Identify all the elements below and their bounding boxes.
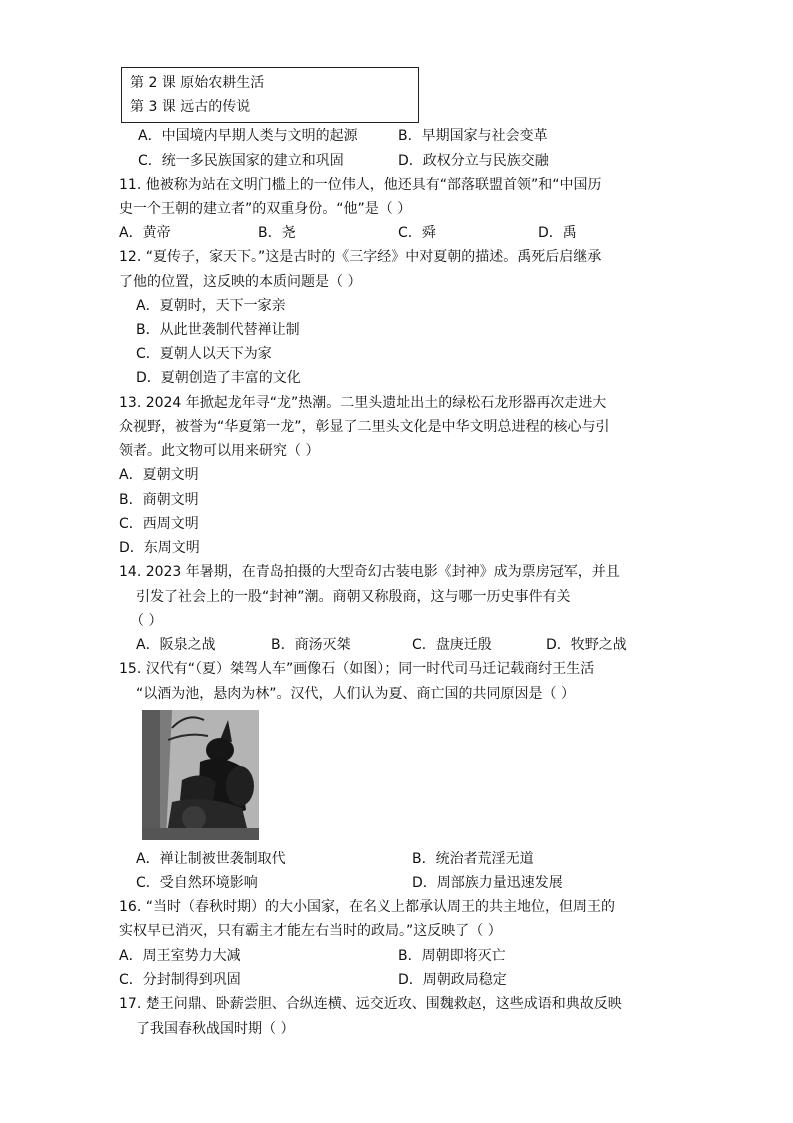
q12-option-c: C．夏朝人以天下为家 xyxy=(136,346,272,362)
lesson-box xyxy=(121,67,419,123)
q13-option-d: D．东周文明 xyxy=(119,540,200,556)
q16-option-d: D．周朝政局稳定 xyxy=(398,972,507,988)
q12-stem-line1: 12. “夏传子，家天下。”这是古时的《三字经》中对夏朝的描述。禹死后启继承 xyxy=(119,249,602,265)
q14-option-d: D．牧野之战 xyxy=(546,637,627,653)
lesson-line-2: 第 3 课 远古的传说 xyxy=(130,99,251,115)
q13-option-c: C．西周文明 xyxy=(119,516,199,532)
q14-stem-line1: 14. 2023 年暑期，在青岛拍摄的大型奇幻古装电影《封神》成为票房冠军，并且 xyxy=(119,564,620,580)
q12-option-b: B．从此世袭制代替禅让制 xyxy=(136,322,300,338)
q15-option-d: D．周部族力量迅速发展 xyxy=(412,875,563,891)
q11-option-d: D．禹 xyxy=(538,225,577,241)
q11-stem-line1: 11. 他被称为站在文明门槛上的一位伟人，他还具有“部落联盟首领”和“中国历 xyxy=(119,177,602,193)
q11-option-b: B．尧 xyxy=(258,225,296,241)
q10-option-d: D．政权分立与民族交融 xyxy=(398,153,549,169)
q17-stem-line1: 17. 楚王问鼎、卧薪尝胆、合纵连横、远交近攻、围魏救赵，这些成语和典故反映 xyxy=(119,996,622,1012)
q14-stem-line3: （ ） xyxy=(130,613,163,629)
q15-option-a: A．禅让制被世袭制取代 xyxy=(136,851,286,867)
q15-stem-line1: 15. 汉代有“（夏）桀驾人车”画像石（如图）；同一时代司马迁记载商纣王生活 xyxy=(119,661,595,677)
q11-stem-line2: 史一个王朝的建立者”的双重身份。“他”是（ ） xyxy=(119,201,412,217)
q14-stem-line2: 引发了社会上的一股“封神”潮。商朝又称殷商，这与哪一历史事件有关 xyxy=(136,589,571,605)
q13-option-b: B．商朝文明 xyxy=(119,492,199,508)
q16-option-a: A．周王室势力大减 xyxy=(119,948,241,964)
lesson-line-1: 第 2 课 原始农耕生活 xyxy=(130,75,265,91)
q15-stem-line2: “以酒为池，悬肉为林”。汉代，人们认为夏、商亡国的共同原因是（ ） xyxy=(136,686,575,702)
q14-option-c: C．盘庚迁殷 xyxy=(412,637,492,653)
q16-option-c: C．分封制得到巩固 xyxy=(119,972,241,988)
q17-stem-line2: 了我国春秋战国时期（ ） xyxy=(136,1021,295,1037)
q11-option-a: A．黄帝 xyxy=(119,225,171,241)
q12-option-a: A．夏朝时，天下一家亲 xyxy=(136,298,286,314)
q13-option-a: A．夏朝文明 xyxy=(119,467,199,483)
relief-figure-image xyxy=(142,710,259,840)
q13-stem-line2: 众视野，被誉为“华夏第一龙”，彰显了二里头文化是中华文明总进程的核心与引 xyxy=(119,419,610,435)
q12-option-d: D．夏朝创造了丰富的文化 xyxy=(136,370,301,386)
q16-stem-line2: 实权早已消灭，只有霸主才能左右当时的政局。”这反映了（ ） xyxy=(119,923,502,939)
q10-option-a: A．中国境内早期人类与文明的起源 xyxy=(138,128,358,144)
stone-relief-photo xyxy=(142,710,259,840)
q10-option-b: B．早期国家与社会变革 xyxy=(398,128,548,144)
q14-option-b: B．商汤灭桀 xyxy=(271,637,351,653)
q12-stem-line2: 了他的位置，这反映的本质问题是（ ） xyxy=(119,274,362,290)
q13-stem-line1: 13. 2024 年掀起龙年寻“龙”热潮。二里头遗址出土的绿松石龙形器再次走进大 xyxy=(119,395,607,411)
q13-stem-line3: 领者。此文物可以用来研究（ ） xyxy=(119,443,320,459)
q16-option-b: B．周朝即将灭亡 xyxy=(398,948,506,964)
q15-option-c: C．受自然环境影响 xyxy=(136,875,258,891)
q14-option-a: A．阪泉之战 xyxy=(136,637,216,653)
q15-option-b: B．统治者荒淫无道 xyxy=(412,851,534,867)
q16-stem-line1: 16. “当时（春秋时期）的大小国家，在名义上都承认周王的共主地位，但周王的 xyxy=(119,899,615,915)
q10-option-c: C．统一多民族国家的建立和巩固 xyxy=(138,153,344,169)
q11-option-c: C．舜 xyxy=(398,225,436,241)
